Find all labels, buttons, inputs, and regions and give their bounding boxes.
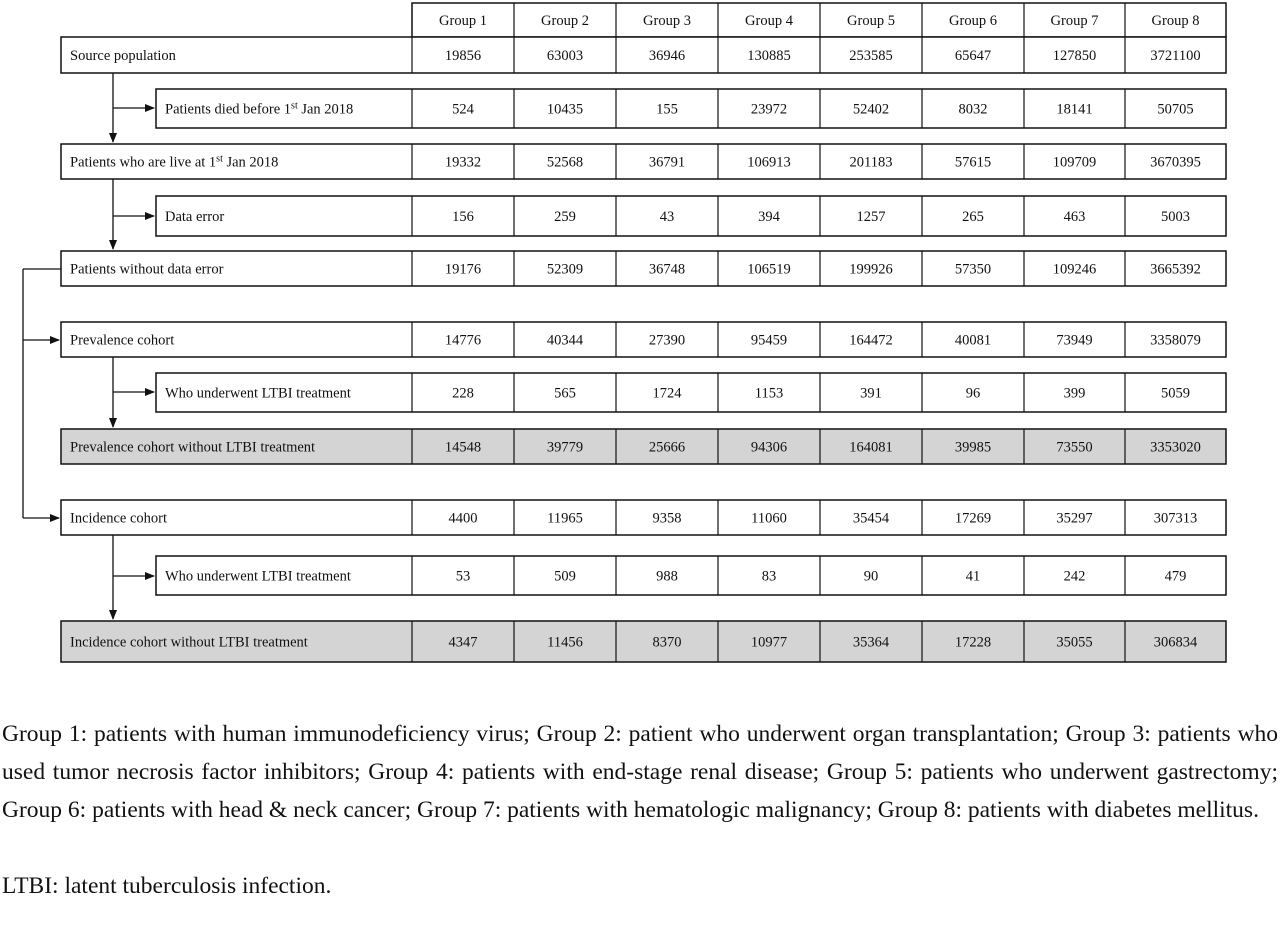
row-prevalence-cohort	[61, 322, 1226, 357]
cell-group-2: 40344	[546, 332, 584, 349]
cell-group-8: 3353020	[1150, 439, 1201, 456]
group-header-4: Group 4	[745, 13, 793, 29]
cell-group-5: 391	[860, 385, 882, 402]
cell-group-2: 39779	[546, 439, 584, 456]
row-incidence-ltbi	[156, 556, 1226, 595]
cell-group-7: 399	[1063, 385, 1086, 402]
cell-group-5: 1257	[856, 209, 886, 225]
group-header-6: Group 6	[949, 13, 997, 29]
abbreviation-note: LTBI: latent tuberculosis infection.	[2, 873, 332, 899]
cell-group-8: 5003	[1161, 209, 1190, 225]
group-header-row	[412, 3, 1226, 37]
flow-rows	[61, 37, 1226, 662]
row-label: Who underwent LTBI treatment	[165, 385, 351, 402]
cell-group-4: 106913	[747, 154, 791, 171]
cell-group-5: 52402	[852, 101, 890, 118]
cell-group-7: 35297	[1056, 510, 1093, 527]
cell-group-4: 95459	[750, 332, 788, 349]
row-incidence-cohort	[61, 500, 1226, 535]
cell-group-1: 14548	[444, 439, 482, 456]
row-label: Prevalence cohort without LTBI treatment	[70, 439, 316, 456]
cell-group-3: 9358	[652, 510, 682, 527]
cell-group-5: 90	[863, 568, 879, 585]
cell-group-6: 57350	[954, 261, 992, 278]
cell-group-8: 3670395	[1150, 154, 1201, 171]
cell-group-2: 259	[554, 209, 576, 225]
cell-group-3: 36791	[648, 154, 686, 171]
cell-group-7: 127850	[1052, 48, 1097, 64]
cell-group-4: 394	[758, 209, 780, 225]
row-live-at-2018	[61, 144, 1226, 179]
cell-group-3: 43	[659, 209, 675, 225]
cell-group-1: 524	[452, 101, 474, 118]
cell-group-5: 201183	[849, 154, 893, 171]
cell-group-6: 65647	[954, 48, 992, 64]
cell-group-1: 19332	[444, 154, 482, 171]
group-header-1: Group 1	[439, 13, 487, 29]
group-header-2: Group 2	[541, 13, 589, 29]
cell-group-1: 19856	[444, 48, 482, 64]
cell-group-1: 228	[452, 385, 474, 402]
cell-group-6: 96	[965, 385, 981, 402]
cell-group-8: 3358079	[1150, 332, 1201, 349]
cell-group-7: 73949	[1056, 332, 1093, 349]
groups-legend: Group 1: patients with human immunodeficiency virus; Group 2: patient who underwent organ transplantation; Group 3: patients who used tumor necrosis factor inhibitors; Group 4: patients with end-stage renal disease; Group 5: patients who underwent gastrectomy; Group 6: patients with head & neck cancer; Group 7: patients with hematologic malignancy; Group 8: patients with diabetes mellitus.	[2, 721, 1278, 823]
cell-group-3: 36748	[648, 261, 686, 278]
cell-group-8: 50705	[1157, 101, 1194, 118]
cell-group-8: 3721100	[1150, 48, 1201, 64]
cell-group-3: 36946	[648, 48, 686, 64]
header-row-box	[412, 3, 1226, 37]
cell-group-5: 35364	[852, 634, 890, 651]
row-label: Who underwent LTBI treatment	[165, 568, 351, 585]
row-source-population	[61, 37, 1226, 73]
cell-group-7: 242	[1063, 568, 1086, 585]
cell-group-7: 73550	[1056, 439, 1093, 456]
cell-group-2: 11965	[547, 510, 583, 527]
cell-group-2: 11456	[547, 634, 583, 651]
cell-group-5: 164472	[849, 332, 893, 349]
cell-group-1: 4400	[448, 510, 478, 527]
cell-group-2: 10435	[546, 101, 584, 118]
row-label: Source population	[70, 48, 176, 64]
cell-group-1: 156	[452, 209, 474, 225]
cell-group-6: 41	[965, 568, 981, 585]
cell-group-8: 307313	[1153, 510, 1198, 527]
cell-group-4: 10977	[750, 634, 788, 651]
cell-group-1: 53	[455, 568, 471, 585]
row-prevalence-ltbi	[156, 373, 1226, 412]
cell-group-2: 565	[554, 385, 576, 402]
row-incidence-final	[61, 621, 1226, 662]
cell-group-5: 164081	[849, 439, 893, 456]
cell-group-1: 14776	[444, 332, 482, 349]
cell-group-8: 5059	[1161, 385, 1190, 402]
cell-group-7: 109246	[1052, 261, 1097, 278]
cell-group-5: 253585	[849, 48, 893, 64]
cell-group-4: 11060	[751, 510, 787, 527]
row-label: Patients who are live at 1st Jan 2018	[70, 153, 279, 171]
cell-group-3: 1724	[652, 385, 682, 402]
row-label: Prevalence cohort	[70, 332, 175, 349]
cell-group-6: 17228	[954, 634, 992, 651]
cell-group-1: 4347	[448, 634, 478, 651]
cell-group-3: 8370	[652, 634, 682, 651]
cell-group-8: 306834	[1153, 634, 1198, 651]
cell-group-7: 463	[1063, 209, 1086, 225]
cell-group-7: 35055	[1056, 634, 1093, 651]
cell-group-4: 106519	[747, 261, 791, 278]
cell-group-8: 479	[1164, 568, 1187, 585]
row-label: Patients without data error	[70, 261, 224, 278]
figure-caption	[2, 715, 1278, 905]
cell-group-6: 40081	[954, 332, 992, 349]
row-data-error	[156, 196, 1226, 236]
group-header-3: Group 3	[643, 13, 691, 29]
cell-group-6: 17269	[954, 510, 992, 527]
group-header-8: Group 8	[1151, 13, 1200, 29]
cell-group-3: 27390	[648, 332, 686, 349]
cell-group-4: 130885	[747, 48, 791, 64]
group-header-7: Group 7	[1050, 13, 1099, 29]
cell-group-6: 8032	[958, 101, 988, 118]
cell-group-3: 155	[656, 101, 678, 118]
cell-group-3: 25666	[648, 439, 686, 456]
row-label: Incidence cohort	[70, 510, 168, 527]
cell-group-4: 23972	[750, 101, 788, 118]
cell-group-2: 52309	[546, 261, 584, 278]
cell-group-1: 19176	[444, 261, 482, 278]
row-prevalence-final	[61, 429, 1226, 464]
cell-group-7: 18141	[1056, 101, 1093, 118]
cell-group-6: 39985	[954, 439, 992, 456]
row-died-before-2018	[156, 89, 1226, 128]
group-header-5: Group 5	[847, 13, 895, 29]
cell-group-4: 83	[761, 568, 777, 585]
cell-group-2: 52568	[546, 154, 584, 171]
cell-group-6: 57615	[954, 154, 992, 171]
cell-group-5: 199926	[849, 261, 893, 278]
cell-group-3: 988	[656, 568, 678, 585]
cell-group-4: 94306	[750, 439, 788, 456]
cell-group-6: 265	[962, 209, 984, 225]
row-label: Incidence cohort without LTBI treatment	[70, 634, 308, 651]
cell-group-8: 3665392	[1150, 261, 1201, 278]
cell-group-5: 35454	[852, 510, 890, 527]
cell-group-2: 509	[554, 568, 576, 585]
cell-group-4: 1153	[754, 385, 784, 402]
cell-group-7: 109709	[1052, 154, 1097, 171]
row-label: Patients died before 1st Jan 2018	[165, 100, 354, 118]
row-label: Data error	[165, 209, 225, 225]
row-without-data-error	[61, 251, 1226, 286]
cell-group-2: 63003	[546, 48, 584, 64]
